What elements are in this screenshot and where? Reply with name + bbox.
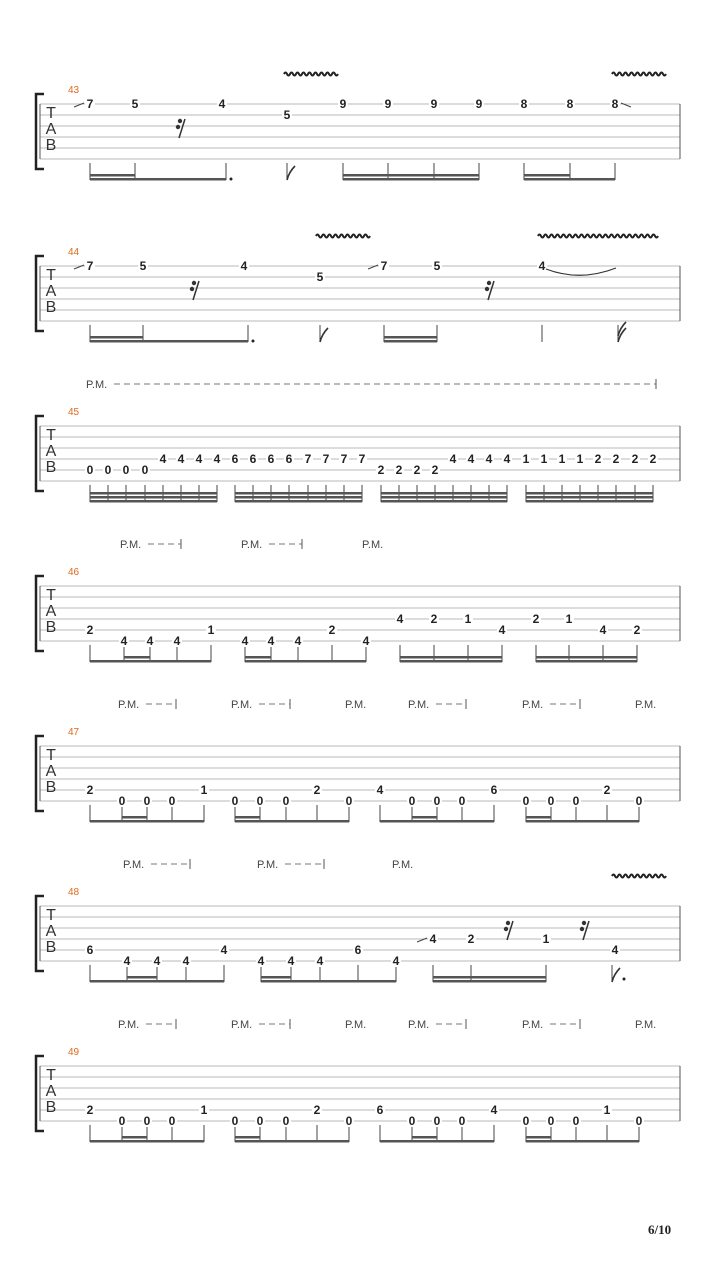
beam <box>526 820 639 823</box>
fret-number: 5 <box>131 97 139 111</box>
fret-number: 0 <box>547 1114 555 1128</box>
beam-secondary <box>127 976 157 979</box>
beam-secondary <box>526 816 551 819</box>
beam-secondary <box>245 656 271 659</box>
fret-number: 2 <box>395 463 403 477</box>
fret-number: 0 <box>547 794 555 808</box>
beam-secondary <box>235 496 362 499</box>
fret-number: 2 <box>86 623 94 637</box>
fret-number: 4 <box>123 954 131 968</box>
beam-secondary <box>433 976 546 979</box>
fret-number: 9 <box>339 97 347 111</box>
fret-number: 2 <box>532 612 540 626</box>
beam <box>90 500 217 503</box>
fret-number: 1 <box>464 612 472 626</box>
fret-number: 4 <box>267 634 275 648</box>
system-48 <box>36 859 680 983</box>
note-flag <box>320 328 328 342</box>
fret-number: 0 <box>122 463 130 477</box>
fret-number: 7 <box>380 259 388 273</box>
fret-number: 4 <box>287 954 295 968</box>
fret-number: 4 <box>153 954 161 968</box>
fret-number: 9 <box>475 97 483 111</box>
beam-secondary <box>124 656 150 659</box>
fret-number: 4 <box>611 943 619 957</box>
beam-secondary <box>400 656 502 659</box>
beam <box>90 340 248 343</box>
fret-number: 4 <box>392 954 400 968</box>
vibrato-mark <box>612 73 666 76</box>
palm-mute-label: P.M. <box>635 1019 657 1031</box>
fret-number: 0 <box>86 463 94 477</box>
palm-mute-label: P.M. <box>257 859 279 871</box>
beam-secondary <box>122 1136 147 1139</box>
rest-symbol-dot <box>190 287 194 291</box>
note-flag <box>612 968 620 982</box>
fret-number: 0 <box>635 794 643 808</box>
fret-number: 0 <box>635 1114 643 1128</box>
fret-number: 7 <box>86 259 94 273</box>
measure-number: 45 <box>68 407 80 418</box>
fret-number: 0 <box>118 794 126 808</box>
palm-mute-label: P.M. <box>123 859 145 871</box>
measure-number: 43 <box>68 85 80 96</box>
fret-number: 2 <box>603 783 611 797</box>
fret-number: 8 <box>566 97 574 111</box>
palm-mute-label: P.M. <box>635 699 657 711</box>
fret-number: 0 <box>231 794 239 808</box>
palm-mute-label: P.M. <box>231 699 253 711</box>
tab-clef-letter: B <box>45 779 57 796</box>
beam-secondary <box>261 976 291 979</box>
fret-number: 4 <box>485 452 493 466</box>
fret-number: 0 <box>256 1114 264 1128</box>
fret-number: 6 <box>249 452 257 466</box>
fret-number: 6 <box>231 452 239 466</box>
tab-clef-letter: A <box>45 923 57 940</box>
fret-number: 0 <box>168 794 176 808</box>
fret-number: 0 <box>433 1114 441 1128</box>
fret-number: 9 <box>384 97 392 111</box>
rest-symbol-dot <box>176 125 180 129</box>
fret-number: 4 <box>195 452 203 466</box>
fret-number: 2 <box>631 452 639 466</box>
fret-number: 0 <box>433 794 441 808</box>
beam <box>526 500 653 503</box>
tab-clef-letter: T <box>46 427 56 444</box>
tab-clef-letter: B <box>45 299 57 316</box>
system-46 <box>36 539 680 663</box>
beam-secondary <box>235 1136 260 1139</box>
fret-number: 6 <box>86 943 94 957</box>
fret-number: 4 <box>449 452 457 466</box>
beam <box>261 980 396 983</box>
fret-number: 2 <box>431 463 439 477</box>
fret-number: 5 <box>316 270 324 284</box>
palm-mute-label: P.M. <box>345 699 367 711</box>
rest-symbol-dot <box>582 921 586 925</box>
fret-number: 0 <box>345 794 353 808</box>
beam <box>343 178 479 181</box>
beam-secondary <box>235 816 260 819</box>
fret-number: 6 <box>354 943 362 957</box>
system-49 <box>36 1019 680 1143</box>
beam-secondary <box>526 496 653 499</box>
palm-mute-label: P.M. <box>241 539 263 551</box>
fret-number: 4 <box>490 1103 498 1117</box>
beam-secondary <box>90 336 143 339</box>
beam-secondary <box>526 1136 551 1139</box>
fret-number: 4 <box>467 452 475 466</box>
fret-number: 4 <box>159 452 167 466</box>
fret-number: 0 <box>408 1114 416 1128</box>
fret-number: 7 <box>86 97 94 111</box>
fret-number: 2 <box>649 452 657 466</box>
fret-number: 6 <box>285 452 293 466</box>
fret-number: 7 <box>304 452 312 466</box>
fret-number: 5 <box>433 259 441 273</box>
fret-number: 2 <box>430 612 438 626</box>
fret-number: 0 <box>282 1114 290 1128</box>
beam <box>526 1140 639 1143</box>
tab-clef-letter: A <box>45 603 57 620</box>
fret-number: 4 <box>213 452 221 466</box>
rest-symbol-dot <box>580 927 584 931</box>
tab-clef-letter: T <box>46 105 56 122</box>
tab-clef-letter: T <box>46 907 56 924</box>
fret-number: 0 <box>458 794 466 808</box>
fret-number: 4 <box>538 259 546 273</box>
vibrato-mark <box>538 235 658 238</box>
fret-number: 7 <box>358 452 366 466</box>
fret-number: 1 <box>542 932 550 946</box>
palm-mute-label: P.M. <box>408 1019 430 1031</box>
palm-mute-label: P.M. <box>392 859 414 871</box>
rest-symbol-dot <box>485 287 489 291</box>
fret-number: 0 <box>282 794 290 808</box>
beam-secondary <box>90 174 135 177</box>
palm-mute-label: P.M. <box>345 1019 367 1031</box>
fret-number: 6 <box>267 452 275 466</box>
fret-number: 0 <box>118 1114 126 1128</box>
beam <box>90 178 226 181</box>
fret-number: 4 <box>241 634 249 648</box>
fret-number: 2 <box>633 623 641 637</box>
tab-clef-letter: A <box>45 1083 57 1100</box>
fret-number: 9 <box>430 97 438 111</box>
tie-arc <box>546 268 616 275</box>
fret-number: 7 <box>340 452 348 466</box>
palm-mute-label: P.M. <box>522 699 544 711</box>
fret-number: 6 <box>376 1103 384 1117</box>
fret-number: 4 <box>599 623 607 637</box>
beam-secondary <box>524 174 570 177</box>
fret-number: 4 <box>173 634 181 648</box>
fret-number: 2 <box>328 623 336 637</box>
fret-number: 8 <box>611 97 619 111</box>
fret-number: 2 <box>313 783 321 797</box>
beam-tertiary <box>381 492 507 495</box>
fret-number: 4 <box>218 97 226 111</box>
vibrato-mark <box>284 73 338 76</box>
palm-mute-label: P.M. <box>231 1019 253 1031</box>
fret-number: 4 <box>429 932 437 946</box>
fret-number: 6 <box>490 783 498 797</box>
fret-number: 5 <box>283 108 291 122</box>
rest-symbol-dot <box>192 281 196 285</box>
fret-number: 4 <box>376 783 384 797</box>
fret-number: 4 <box>396 612 404 626</box>
beam <box>400 660 502 663</box>
palm-mute-label: P.M. <box>118 1019 140 1031</box>
measure-number: 46 <box>68 567 80 578</box>
fret-number: 2 <box>467 932 475 946</box>
fret-number: 4 <box>146 634 154 648</box>
fret-number: 4 <box>316 954 324 968</box>
tab-clef-letter: B <box>45 939 57 956</box>
rest-symbol-dot <box>504 927 508 931</box>
fret-number: 2 <box>612 452 620 466</box>
beam-secondary <box>412 816 437 819</box>
tab-clef-letter: B <box>45 619 57 636</box>
fret-number: 2 <box>86 1103 94 1117</box>
fret-number: 7 <box>322 452 330 466</box>
fret-number: 0 <box>256 794 264 808</box>
measure-number: 44 <box>68 247 80 258</box>
fret-number: 4 <box>257 954 265 968</box>
beam <box>235 1140 349 1143</box>
fret-number: 8 <box>520 97 528 111</box>
vibrato-mark <box>612 875 666 878</box>
beam <box>235 820 349 823</box>
fret-number: 1 <box>200 1103 208 1117</box>
fret-number: 0 <box>141 463 149 477</box>
fret-number: 1 <box>576 452 584 466</box>
fret-number: 5 <box>139 259 147 273</box>
system-47 <box>36 699 680 823</box>
beam-secondary <box>381 496 507 499</box>
beam <box>380 1140 494 1143</box>
fret-number: 4 <box>220 943 228 957</box>
tab-clef-letter: T <box>46 587 56 604</box>
beam <box>380 820 494 823</box>
beam-secondary <box>412 1136 437 1139</box>
fret-number: 1 <box>200 783 208 797</box>
fret-number: 2 <box>313 1103 321 1117</box>
beam-secondary <box>343 174 479 177</box>
duration-dot <box>252 340 255 343</box>
tab-clef-letter: B <box>45 137 57 154</box>
beam <box>90 820 204 823</box>
beam-secondary <box>384 336 437 339</box>
fret-number: 0 <box>345 1114 353 1128</box>
fret-number: 2 <box>594 452 602 466</box>
duration-dot <box>623 978 626 981</box>
tab-clef-letter: T <box>46 267 56 284</box>
fret-number: 2 <box>86 783 94 797</box>
system-45 <box>36 379 680 503</box>
tab-clef-letter: B <box>45 1099 57 1116</box>
tab-clef-letter: B <box>45 459 57 476</box>
fret-number: 0 <box>143 794 151 808</box>
palm-mute-label: P.M. <box>86 379 108 391</box>
rest-symbol-dot <box>178 119 182 123</box>
fret-number: 4 <box>362 634 370 648</box>
rest-symbol-dot <box>506 921 510 925</box>
beam-tertiary <box>235 492 362 495</box>
fret-number: 4 <box>177 452 185 466</box>
fret-number: 0 <box>522 1114 530 1128</box>
fret-number: 4 <box>498 623 506 637</box>
beam <box>433 980 546 983</box>
vibrato-mark <box>316 235 370 238</box>
fret-number: 1 <box>558 452 566 466</box>
tab-clef-letter: T <box>46 1067 56 1084</box>
fret-number: 0 <box>143 1114 151 1128</box>
palm-mute-label: P.M. <box>522 1019 544 1031</box>
beam-tertiary <box>90 492 217 495</box>
fret-number: 4 <box>503 452 511 466</box>
beam <box>90 660 211 663</box>
fret-number: 0 <box>572 794 580 808</box>
beam-secondary <box>90 496 217 499</box>
beam-secondary <box>122 816 147 819</box>
beam-secondary <box>536 656 637 659</box>
beam <box>245 660 366 663</box>
measure-number: 47 <box>68 727 80 738</box>
fret-number: 0 <box>104 463 112 477</box>
fret-number: 4 <box>240 259 248 273</box>
fret-number: 1 <box>207 623 215 637</box>
fret-number: 0 <box>408 794 416 808</box>
beam <box>536 660 637 663</box>
fret-number: 4 <box>182 954 190 968</box>
fret-number: 4 <box>294 634 302 648</box>
tab-clef-letter: A <box>45 443 57 460</box>
beam <box>235 500 362 503</box>
system-43 <box>36 73 680 181</box>
tab-clef-letter: A <box>45 121 57 138</box>
palm-mute-label: P.M. <box>362 539 384 551</box>
fret-number: 1 <box>522 452 530 466</box>
tab-clef-letter: A <box>45 283 57 300</box>
palm-mute-label: P.M. <box>408 699 430 711</box>
tab-clef-letter: T <box>46 747 56 764</box>
page-number: 6/10 <box>648 1222 672 1237</box>
fret-number: 0 <box>458 1114 466 1128</box>
fret-number: 0 <box>168 1114 176 1128</box>
beam <box>524 178 615 181</box>
beam-tertiary <box>526 492 653 495</box>
tab-clef-letter: A <box>45 763 57 780</box>
fret-number: 0 <box>572 1114 580 1128</box>
beam <box>381 500 507 503</box>
duration-dot <box>230 178 233 181</box>
measure-number: 49 <box>68 1047 80 1058</box>
beam <box>90 980 224 983</box>
fret-number: 0 <box>522 794 530 808</box>
fret-number: 2 <box>377 463 385 477</box>
note-flag <box>618 328 626 342</box>
fret-number: 1 <box>603 1103 611 1117</box>
fret-number: 2 <box>413 463 421 477</box>
palm-mute-label: P.M. <box>120 539 142 551</box>
fret-number: 1 <box>540 452 548 466</box>
beam <box>90 1140 204 1143</box>
fret-number: 4 <box>120 634 128 648</box>
measure-number: 48 <box>68 887 80 898</box>
beam <box>384 340 437 343</box>
palm-mute-label: P.M. <box>118 699 140 711</box>
fret-number: 0 <box>231 1114 239 1128</box>
rest-symbol-dot <box>487 281 491 285</box>
system-44 <box>36 235 680 343</box>
fret-number: 1 <box>565 612 573 626</box>
note-flag <box>287 166 295 180</box>
